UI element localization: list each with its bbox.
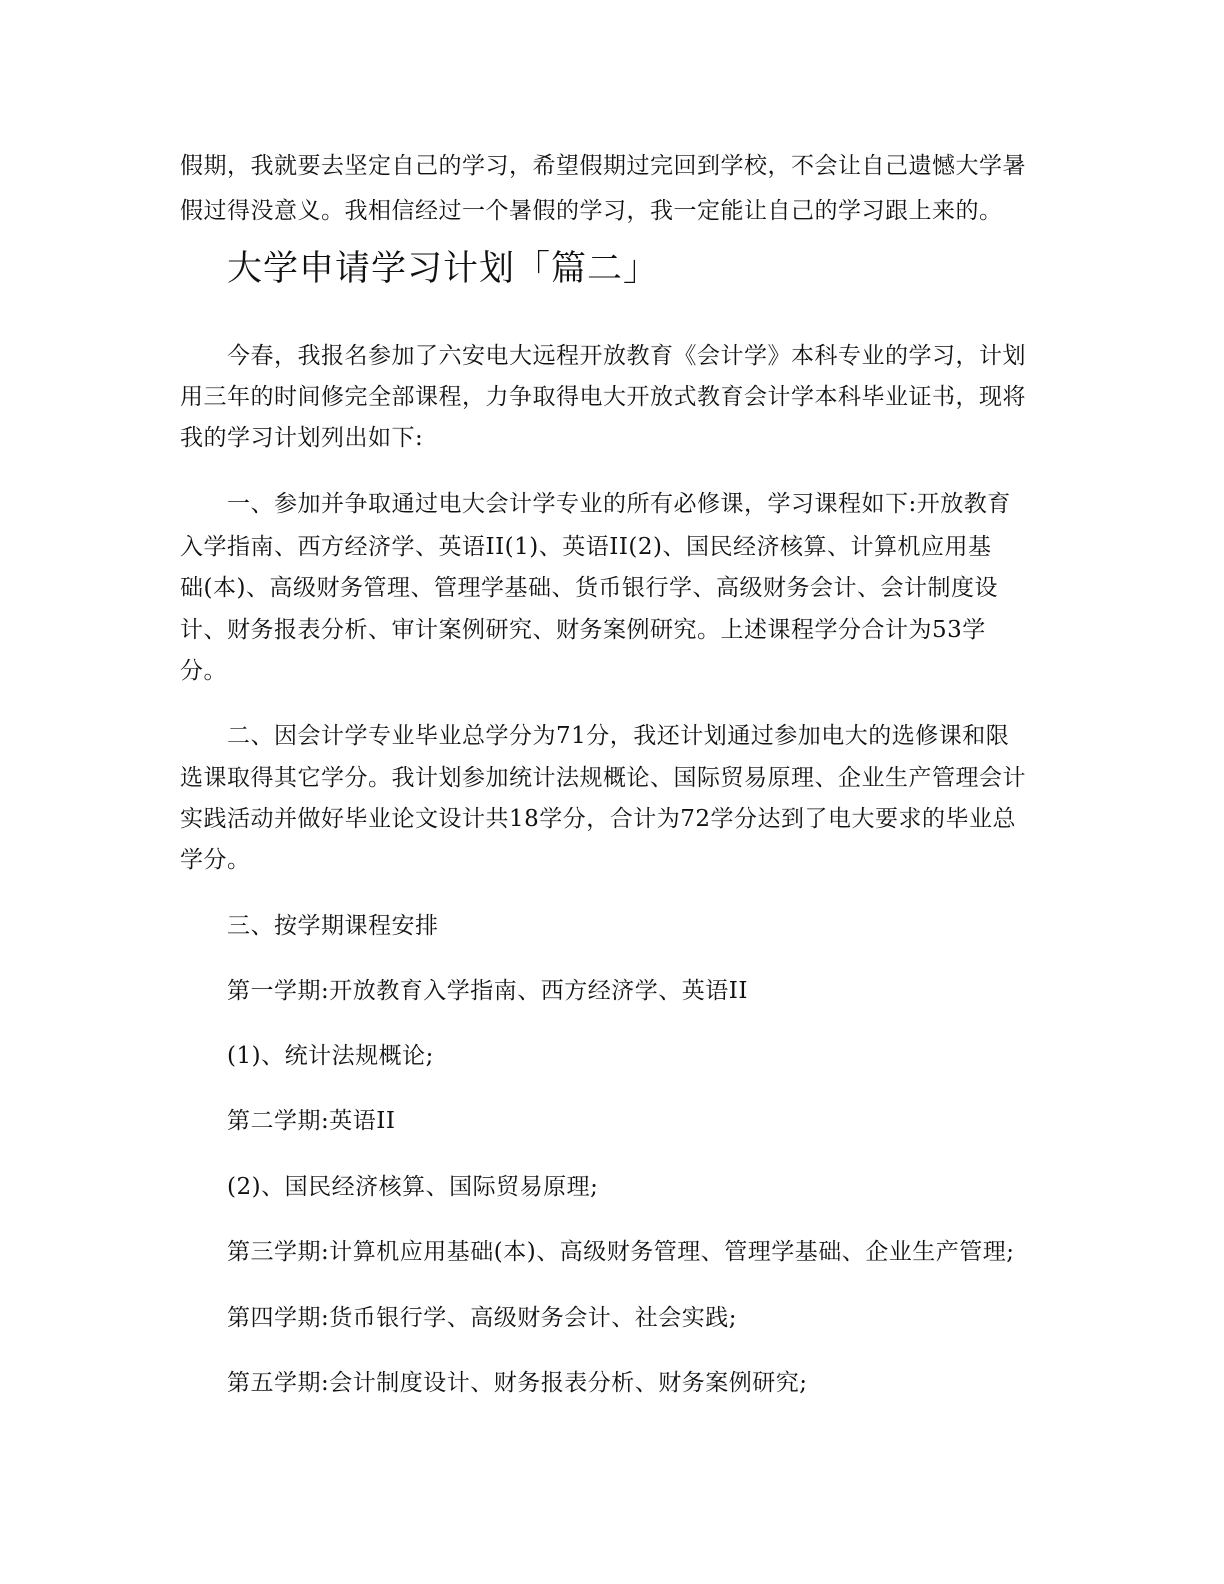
item-two-line-3: 实践活动并做好毕业论文设计共18学分，合计为72学分达到了电大要求的毕业总 (180, 806, 1017, 832)
item-two-line-2: 选课取得其它学分。我计划参加统计法规概论、国际贸易原理、企业生产管理会计 (180, 765, 1026, 791)
section-title: 大学申请学习计划「篇二」 (227, 249, 660, 289)
item-one-line-3: 础(本)、高级财务管理、管理学基础、货币银行学、高级财务会计、会计制度设 (180, 575, 998, 601)
item-one-line-1: 一、参加并争取通过电大会计学专业的所有必修课，学习课程如下:开放教育 (227, 491, 1011, 517)
semester-line-3: 第二学期:英语II (227, 1108, 396, 1134)
item-one-line-4: 计、财务报表分析、审计案例研究、财务案例研究。上述课程学分合计为53学 (180, 617, 986, 643)
item-three-title: 三、按学期课程安排 (227, 913, 439, 939)
semester-line-2: (1)、统计法规概论; (227, 1043, 434, 1069)
semester-line-6: 第四学期:货币银行学、高级财务会计、社会实践; (227, 1305, 737, 1331)
item-two-line-4: 学分。 (180, 847, 251, 873)
item-one-line-2: 入学指南、西方经济学、英语II(1)、英语II(2)、国民经济核算、计算机应用基 (180, 534, 992, 560)
intro-line-3: 我的学习计划列出如下: (180, 425, 424, 451)
semester-line-1: 第一学期:开放教育入学指南、西方经济学、英语II (227, 978, 748, 1004)
continuation-line-1: 假期，我就要去坚定自己的学习，希望假期过完回到学校，不会让自己遗憾大学暑 (180, 153, 1026, 179)
intro-line-2: 用三年的时间修完全部课程，力争取得电大开放式教育会计学本科毕业证书，现将 (180, 384, 1026, 410)
semester-line-5: 第三学期:计算机应用基础(本)、高级财务管理、管理学基础、企业生产管理; (227, 1239, 1015, 1265)
semester-line-4: (2)、国民经济核算、国际贸易原理; (227, 1174, 599, 1200)
continuation-line-2: 假过得没意义。我相信经过一个暑假的学习，我一定能让自己的学习跟上来的。 (180, 198, 1003, 224)
item-one-line-5: 分。 (180, 658, 227, 684)
item-two-line-1: 二、因会计学专业毕业总学分为71分，我还计划通过参加电大的选修课和限 (227, 723, 1010, 749)
semester-line-7: 第五学期:会计制度设计、财务报表分析、财务案例研究; (227, 1370, 808, 1396)
intro-line-1: 今春，我报名参加了六安电大远程开放教育《会计学》本科专业的学习，计划 (227, 343, 1026, 369)
